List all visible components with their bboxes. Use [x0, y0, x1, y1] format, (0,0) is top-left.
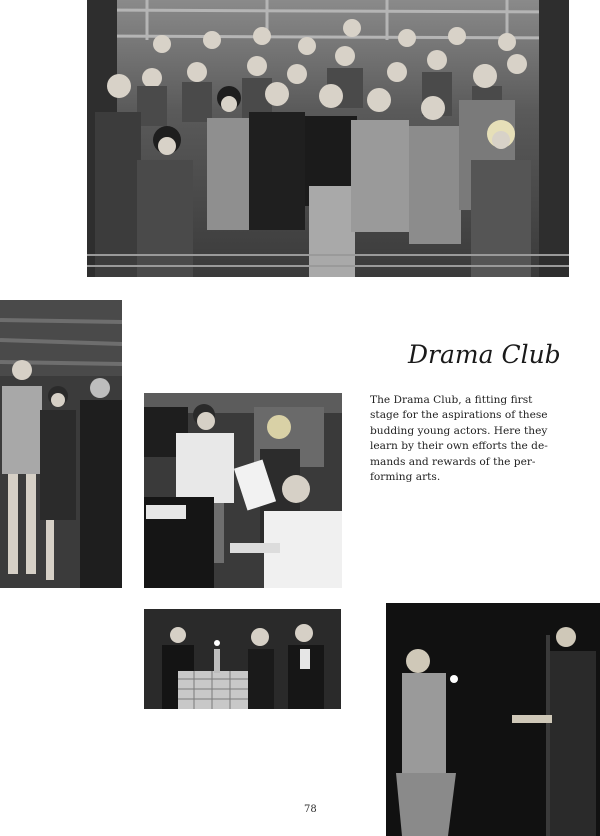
- description-line: mands and rewards of the per-: [370, 455, 536, 468]
- stage-performance-image: [0, 300, 122, 588]
- description-line: budding young actors. Here they: [370, 424, 548, 437]
- description-line: The Drama Club, a fitting first: [370, 394, 533, 406]
- spotlight-performance-image: [386, 603, 600, 836]
- page-title: Drama Club: [408, 340, 561, 369]
- club-description: [370, 393, 580, 485]
- description-line: learn by their own efforts the de-: [370, 440, 548, 453]
- spotlight-performance-photo: [386, 603, 600, 836]
- stage-performance-photo: [0, 300, 122, 588]
- dinner-scene-photo: [144, 609, 341, 709]
- description-line: stage for the aspirations of these: [370, 409, 548, 422]
- description-line: forming arts.: [370, 471, 441, 484]
- dinner-scene-image: [144, 609, 341, 709]
- piano-rehearsal-photo: [144, 393, 342, 588]
- group-portrait-photo: [87, 0, 569, 277]
- page-number: 78: [304, 804, 317, 815]
- group-portrait-image: [87, 0, 569, 277]
- piano-rehearsal-image: [144, 393, 342, 588]
